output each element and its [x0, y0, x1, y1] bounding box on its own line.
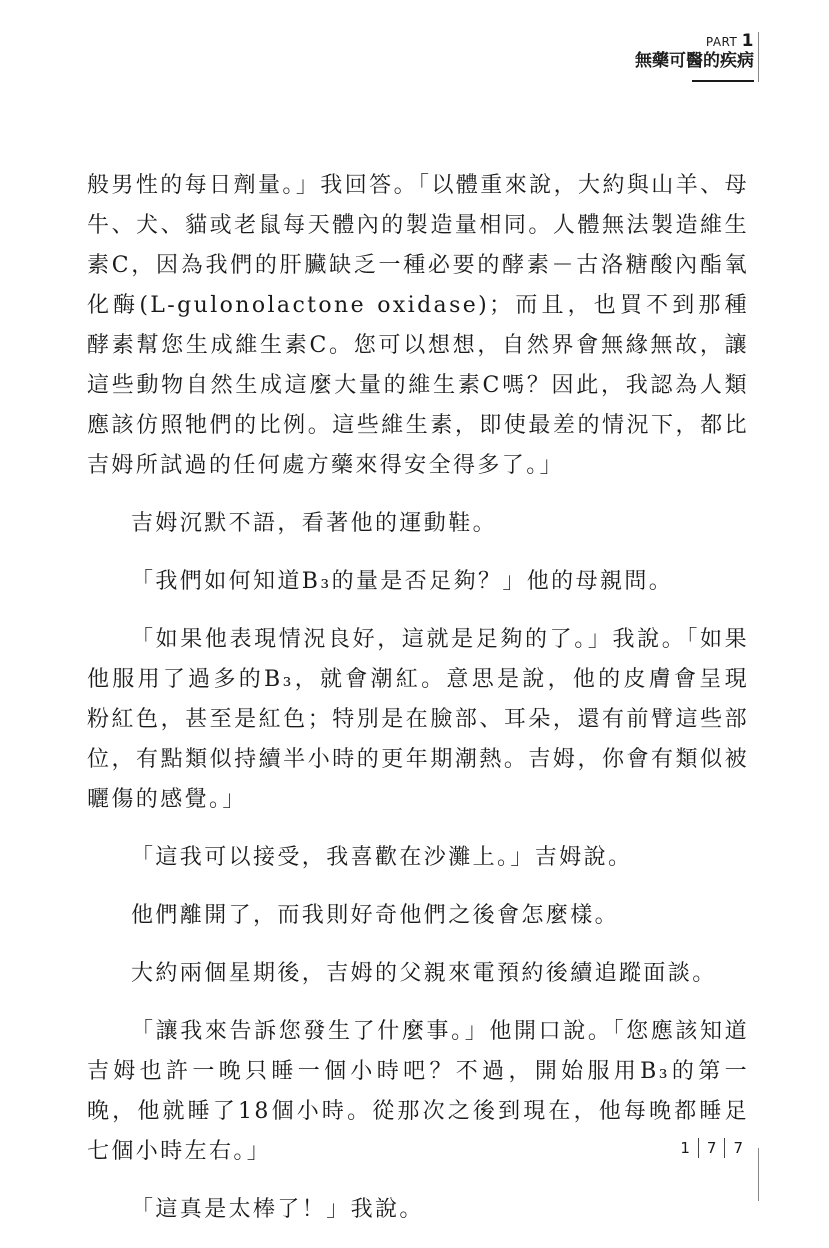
- part-text: PART: [705, 35, 738, 49]
- header-rule: [692, 80, 754, 82]
- part-label: [635, 31, 754, 51]
- running-header: [635, 31, 754, 72]
- paragraph: 「我們如何知道B₃的量是否足夠？」他的母親問。: [131, 569, 674, 594]
- header-margin-line: [758, 32, 759, 82]
- paragraph: 般男性的每日劑量。」我回答。「以體重來說，大約與山羊、母牛、犬、貓或老鼠每天體內的製造量相同。人體無法製造維生素C，因為我們的肝臟缺乏一種必要的酵素－古洛糖酸內酯氧化酶(L-gulonolactone oxidase)；而且，也買不到那種酵素幫您生成維生素C。您可以想想，自然界會無緣無故，讓這些動物自然生成這麼大量的維生素C嗎？因此，我認為人類應該仿照牠們的比例。這些維生素，即使最差的情況下，都比吉姆所試過的任何處方藥來得安全得多了。」: [87, 173, 749, 478]
- page-number: [672, 1138, 751, 1158]
- part-number: 1: [741, 31, 754, 51]
- page-digit: 1: [680, 1139, 690, 1157]
- page-digit: 7: [733, 1139, 743, 1157]
- paragraph: 「這我可以接受，我喜歡在沙灘上。」吉姆說。: [131, 845, 633, 870]
- paragraph: 「讓我來告訴您發生了什麼事。」他開口說。「您應該知道吉姆也許一晚只睡一個小時吧？不過，開始服用B₃的第一晚，他就睡了18個小時。從那次之後到現在，他每晚都睡足七個小時左右。」: [87, 1019, 749, 1164]
- page-digit: 7: [706, 1139, 717, 1157]
- paragraph: 他們離開了，而我則好奇他們之後會怎麼樣。: [131, 903, 620, 928]
- body-text: [87, 166, 749, 1248]
- paragraph: 「這真是太棒了！」我說。: [131, 1197, 424, 1222]
- chapter-title: 無藥可醫的疾病: [635, 51, 754, 71]
- paragraph: 「如果他表現情況良好，這就是足夠的了。」我說。「如果他服用了過多的B₃，就會潮紅。意思是說，他的皮膚會呈現粉紅色，甚至是紅色；特別是在臉部、耳朵，還有前臂這些部位，有點類似持續半小時的更年期潮熱。吉姆，你會有類似被曬傷的感覺。」: [87, 627, 749, 812]
- paragraph: 吉姆沉默不語，看著他的運動鞋。: [131, 511, 498, 536]
- footer-margin-line: [758, 1148, 759, 1201]
- paragraph: 大約兩個星期後，吉姆的父親來電預約後續追蹤面談。: [131, 961, 717, 986]
